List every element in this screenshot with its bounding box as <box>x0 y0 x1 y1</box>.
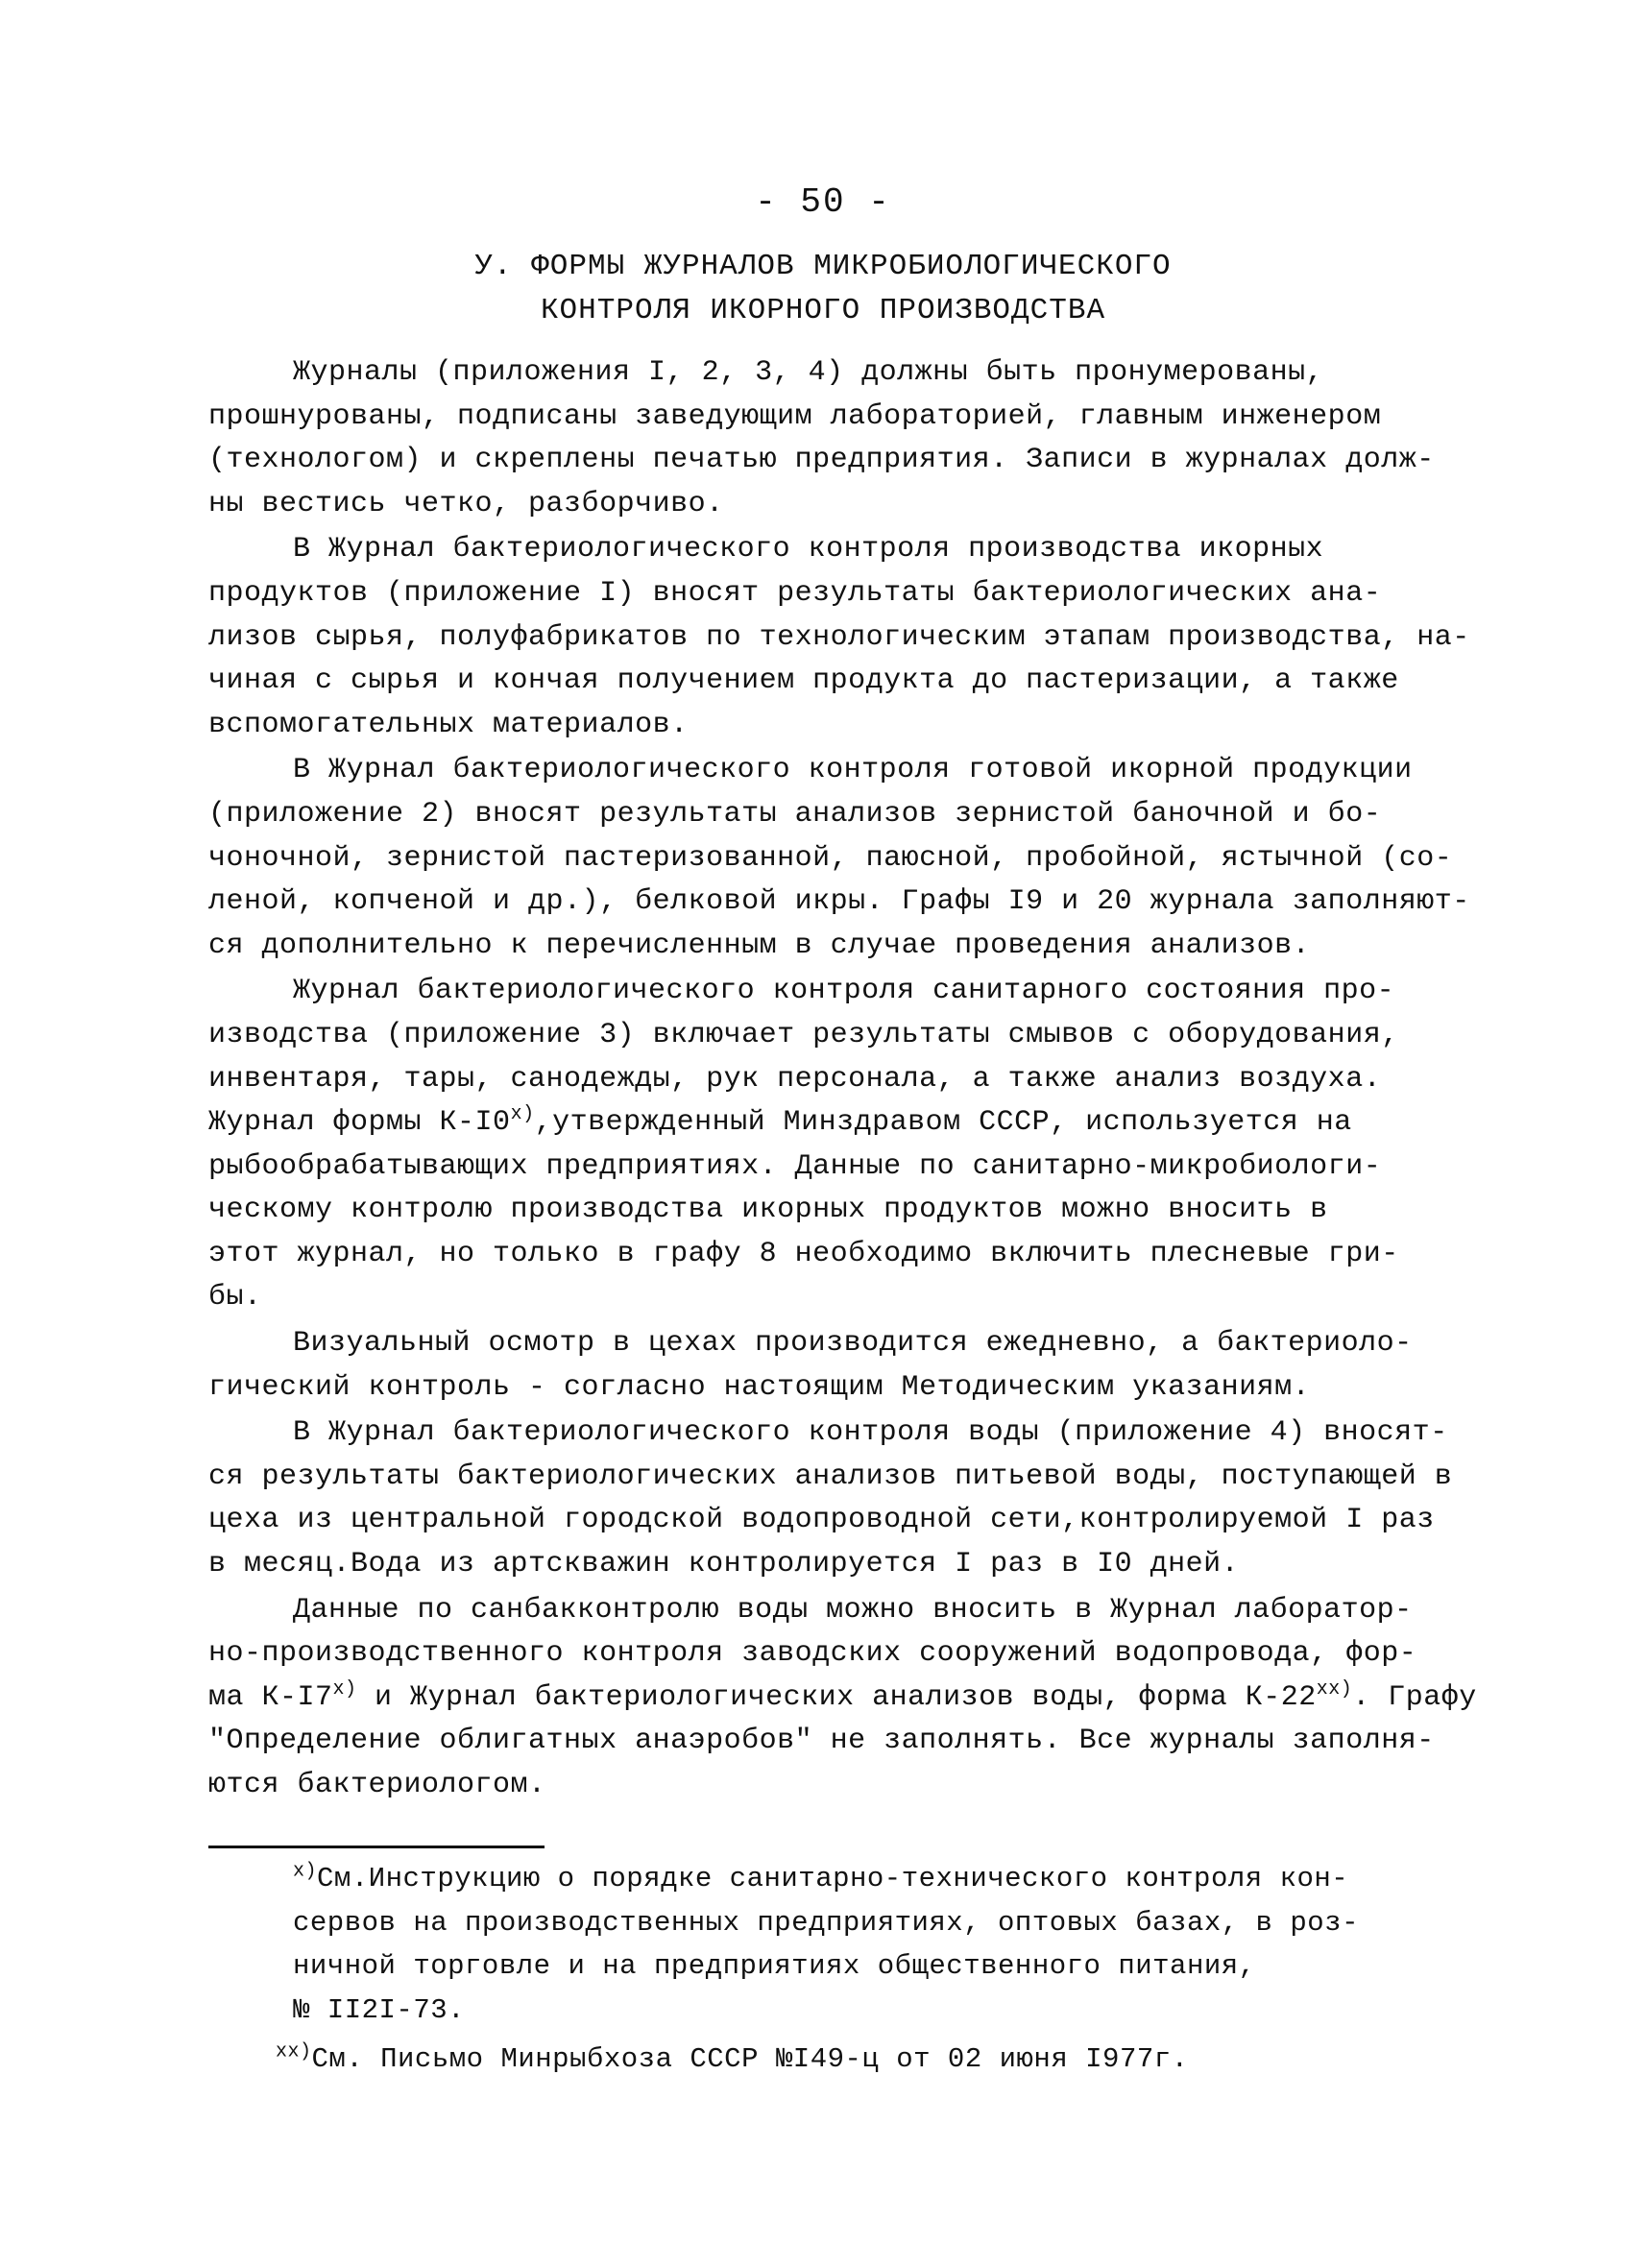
text-line: этот журнал, но только в графу 8 необходимо включить плесневые гри- <box>208 1237 1399 1270</box>
text-fragment: Журнал формы К-I0 <box>208 1106 511 1140</box>
text-line: ся результаты бактериологических анализов питьевой воды, поступающей в <box>208 1460 1453 1493</box>
footnote-marker: х) <box>293 1860 318 1883</box>
text-line: ны вестись четко, разборчиво. <box>208 487 724 520</box>
text-line: продуктов (приложение I) вносят результаты бактериологических ана- <box>208 576 1382 610</box>
page-number: - 50 - <box>755 182 891 222</box>
footnote-1 <box>293 1857 1493 2032</box>
text-fragment: См. Письмо Минрыбхоза СССР №I49-ц от 02 июня I977г. <box>311 2043 1189 2076</box>
footnote-2 <box>276 2038 1493 2082</box>
text-line: ческому контролю производства икорных продуктов можно вносить в <box>208 1194 1328 1227</box>
text-fragment: . Графу <box>1352 1680 1477 1714</box>
text-fragment: См.Инструкцию о порядке санитарно-технического контроля кон- <box>317 1863 1349 1894</box>
text-line: бы. <box>208 1281 262 1315</box>
text-line: леной, копченой и др.), белковой икры. Графы I9 и 20 журнала заполняют- <box>208 885 1470 919</box>
text-line: чиная с сырья и кончая получением продукта до пастеризации, а также <box>208 664 1399 698</box>
footnote-line: сервов на производственных предприятиях, оптовых базах, в роз- <box>293 1906 1359 1939</box>
text-fragment: ,утвержденный Минздравом СССР, используется на <box>534 1106 1352 1140</box>
text-line: чоночной, зернистой пастеризованной, паюсной, пробойной, ястычной (со- <box>208 841 1453 875</box>
text-line: ся дополнительно к перечисленным в случае проведения анализов. <box>208 929 1311 962</box>
text-line: В Журнал бактериологического контроля готовой икорной продукции <box>293 754 1413 787</box>
paragraph-2 <box>208 528 1495 747</box>
footnote-marker: х) <box>332 1677 357 1701</box>
text-line: но-производственного контроля заводских сооружений водопровода, фор- <box>208 1637 1417 1671</box>
heading-line-1: У. ФОРМЫ ЖУРНАЛОВ МИКРОБИОЛОГИЧЕСКОГО <box>474 250 1172 283</box>
text-line: вспомогательных материалов. <box>208 708 689 741</box>
text-fragment: ма К-I7 <box>208 1680 333 1714</box>
body-text <box>208 351 1495 1810</box>
text-line-with-footnote <box>208 1101 1495 1146</box>
text-line: В Журнал бактериологического контроля воды (приложение 4) вносят- <box>293 1416 1448 1450</box>
text-line: в месяц.Вода из артскважин контролируется I раз в I0 дней. <box>208 1548 1240 1581</box>
text-line: гический контроль - согласно настоящим Методическим указаниям. <box>208 1370 1311 1404</box>
text-line: Визуальный осмотр в цехах производится ежедневно, а бактериоло- <box>293 1327 1413 1361</box>
text-line: (приложение 2) вносят результаты анализов зернистой баночной и бо- <box>208 797 1382 831</box>
text-line: инвентаря, тары, санодежды, рук персонала, а также анализ воздуха. <box>208 1062 1382 1096</box>
text-line-with-footnotes <box>208 1677 1495 1721</box>
text-line: Данные по санбакконтролю воды можно вносить в Журнал лаборатор- <box>293 1593 1413 1627</box>
footnotes <box>276 1857 1493 2082</box>
paragraph-6 <box>208 1411 1495 1586</box>
footnote-line <box>276 2038 1493 2082</box>
paragraph-4 <box>208 970 1495 1320</box>
text-fragment: и Журнал бактериологических анализов воды, форма К-22 <box>356 1680 1317 1714</box>
paragraph-7 <box>208 1589 1495 1808</box>
footnote-line: ничной торговле и на предприятиях общественного питания, <box>293 1950 1256 1983</box>
footnote-line: № II2I-73. <box>293 1993 466 2026</box>
text-line: прошнурованы, подписаны заведующим лабораторией, главным инженером <box>208 399 1382 433</box>
paragraph-3 <box>208 749 1495 968</box>
footnote-marker: х) <box>510 1103 535 1126</box>
text-line: В Журнал бактериологического контроля производства икорных <box>293 533 1324 567</box>
text-line: ются бактериологом. <box>208 1769 546 1801</box>
section-heading <box>0 245 1646 333</box>
footnote-line <box>293 1857 1493 1901</box>
text-line: Журнал бактериологического контроля санитарного состояния про- <box>293 975 1395 1008</box>
text-line: изводства (приложение 3) включает результаты смывов с оборудования, <box>208 1018 1399 1051</box>
paragraph-5 <box>208 1322 1495 1410</box>
text-line: цеха из центральной городской водопроводной сети,контролируемой I раз <box>208 1504 1435 1537</box>
footnote-marker: хх) <box>1316 1677 1353 1701</box>
footnote-divider <box>208 1846 545 1848</box>
text-line: "Определение облигатных анаэробов" не заполнять. Все журналы заполня- <box>208 1725 1435 1758</box>
text-line: рыбообрабатывающих предприятиях. Данные по санитарно-микробиологи- <box>208 1149 1382 1183</box>
footnote-marker: хх) <box>276 2040 312 2063</box>
text-line: лизов сырья, полуфабрикатов по технологическим этапам производства, на- <box>208 620 1470 654</box>
paragraph-1 <box>208 351 1495 526</box>
text-line: (технологом) и скреплены печатью предприятия. Записи в журналах долж- <box>208 444 1435 477</box>
text-line: Журналы (приложения I, 2, 3, 4) должны быть пронумерованы, <box>293 356 1324 389</box>
heading-line-2: КОНТРОЛЯ ИКОРНОГО ПРОИЗВОДСТВА <box>540 294 1106 327</box>
